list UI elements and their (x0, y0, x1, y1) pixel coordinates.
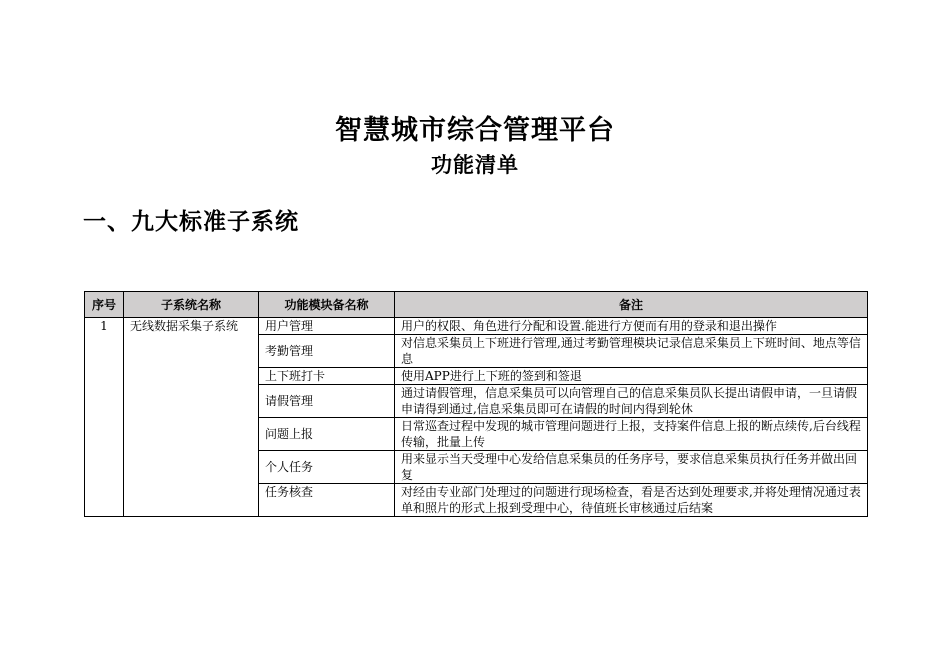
header-note: 备注 (395, 292, 868, 318)
module-name: 请假管理 (259, 385, 395, 418)
module-name: 用户管理 (259, 318, 395, 335)
module-note: 日常巡查过程中发现的城市管理问题进行上报，支持案件信息上报的断点续传,后台线程传输，批量上传 (395, 418, 868, 451)
section-heading: 一、九大标准子系统 (83, 209, 299, 235)
module-name: 考勤管理 (259, 335, 395, 368)
header-subsystem: 子系统名称 (124, 292, 259, 318)
table-row (85, 318, 868, 335)
module-name: 上下班打卡 (259, 368, 395, 385)
module-note: 对经由专业部门处理过的问题进行现场检查，看是否达到处理要求,并将处理情况通过表单和照片的形式上报到受理中心，待值班长审核通过后结案 (395, 484, 868, 517)
document-title: 智慧城市综合管理平台 (335, 115, 615, 146)
module-note: 用来显示当天受理中心发给信息采集员的任务序号，要求信息采集员执行任务并做出回复 (395, 451, 868, 484)
table-header-row (85, 292, 868, 318)
module-note: 用户的权限、角色进行分配和设置.能进行方便而有用的登录和退出操作 (395, 318, 868, 335)
document-subtitle: 功能清单 (431, 153, 519, 177)
module-name: 问题上报 (259, 418, 395, 451)
module-note: 通过请假管理，信息采集员可以向管理自己的信息采集员队长提出请假申请，一旦请假申请得到通过,信息采集员即可在请假的时间内得到轮休 (395, 385, 868, 418)
row-index: 1 (85, 318, 124, 517)
module-note: 对信息采集员上下班进行管理,通过考勤管理模块记录信息采集员上下班时间、地点等信息 (395, 335, 868, 368)
header-index: 序号 (85, 292, 124, 318)
module-name: 个人任务 (259, 451, 395, 484)
subsystem-name: 无线数据采集子系统 (124, 318, 259, 517)
module-note: 使用APP进行上下班的签到和签退 (395, 368, 868, 385)
function-table (84, 291, 868, 517)
header-module: 功能模块备名称 (259, 292, 395, 318)
module-name: 任务核查 (259, 484, 395, 517)
